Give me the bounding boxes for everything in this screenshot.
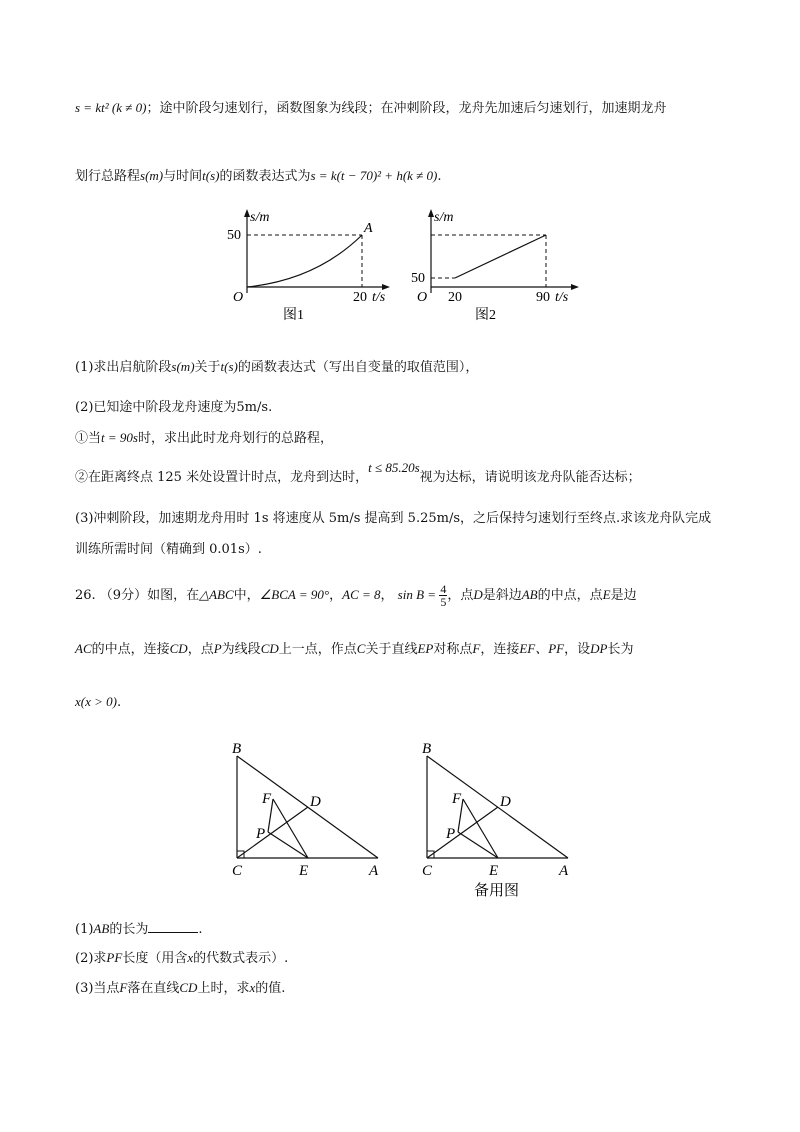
label-C: C: [232, 863, 243, 879]
p25-q3-line1: (3)冲刺阶段，加速期龙舟用时 1s 将速度从 5m/s 提高到 5.25m/s，之后保持匀速划行至终点.求该龙舟队完成: [75, 511, 712, 526]
triangle-figure-spare: [418, 735, 578, 900]
triangle-figure-main: [228, 735, 388, 880]
p25-q3-line2: 训练所需时间（精确到 0.01s）.: [75, 542, 262, 557]
spare-caption: 备用图: [474, 883, 520, 899]
p25-line1: s = kt² (k ≠ 0)；途中阶段匀速划行，函数图象为线段；在冲刺阶段，龙舟先加速后匀速划行，加速期龙舟: [75, 100, 667, 116]
sin-fraction: $\frac{4}{5}$: [440, 582, 447, 609]
fig1-origin: O: [233, 290, 244, 305]
fig1-caption: 图1: [283, 308, 304, 323]
label-B: B: [232, 741, 242, 757]
p26-line1: 26. （9分）如图，在△ABC中，∠BCA = 90°，AC = 8， sin B = $\frac{4}{5}$ ，点D是斜边AB的中点，点E是边: [75, 582, 637, 609]
fig2-x-arrow: [571, 284, 579, 290]
fig1-curve: [247, 235, 362, 287]
p25-line2: 划行总路程s(m)与时间t(s)的函数表达式为s = k(t − 70)² + h(k ≠ 0).: [75, 168, 442, 184]
figure-1: [226, 205, 396, 330]
fig2-y-tick: 50: [411, 271, 425, 286]
p26-q1: (1)AB的长为 .: [75, 921, 203, 937]
segment-CD: [237, 807, 308, 858]
label-P: P: [256, 826, 266, 842]
spare-label-D: D: [500, 794, 511, 810]
p25-q1: (1)求出启航阶段s(m)关于t(s)的函数表达式（写出自变量的取值范围），: [75, 359, 479, 375]
fig2-segment: [455, 235, 546, 278]
answer-blank[interactable]: [148, 921, 198, 933]
fig1-y-tick: 50: [227, 228, 241, 243]
p25-q2: (2)已知途中阶段龙舟速度为5m/s.: [75, 400, 273, 415]
p26-q3: (3)当点F落在直线CD上时，求x的值.: [75, 980, 286, 996]
spare-label-C: C: [422, 863, 433, 879]
fig2-origin: O: [417, 290, 428, 305]
label-F: F: [262, 791, 272, 807]
formula-sprint-phase: s = k(t − 70)² + h(k ≠ 0): [310, 168, 438, 183]
p25-q2-1: ①当t = 90s时，求出此时龙舟划行的总路程，: [75, 430, 333, 446]
spare-label-P: P: [446, 826, 456, 842]
spare-label-A: A: [559, 863, 569, 879]
spare-label-F: F: [452, 791, 462, 807]
label-A: A: [369, 863, 379, 879]
p26-line2: AC的中点，连接CD，点P为线段CD上一点，作点C关于直线EP对称点F，连接EF、PF，设DP长为: [75, 641, 634, 657]
fig2-x-label: t/s: [555, 290, 569, 305]
formula-start-phase: s = kt² (k ≠ 0): [75, 100, 147, 115]
figure-2: [410, 205, 590, 330]
spare-label-E: E: [489, 863, 499, 879]
p26-q2: (2)求PF长度（用含x的代数式表示）.: [75, 950, 289, 966]
fig2-x-tick-1: 20: [448, 290, 462, 305]
label-E: E: [299, 863, 309, 879]
fig2-x-tick-2: 90: [536, 290, 550, 305]
fig1-point-A: A: [364, 221, 373, 236]
p26-line3: x(x > 0).: [75, 694, 122, 710]
fig1-y-label: s/m: [250, 210, 270, 225]
fig2-caption: 图2: [475, 308, 496, 323]
p25-q2-2: ②在距离终点 125 米处设置计时点，龙舟到达时，t ≤ 85.20s视为达标，请说明该龙舟队能否达标；: [75, 460, 641, 485]
fig1-x-tick: 20: [353, 290, 367, 305]
segment-PE: [268, 832, 308, 858]
fig2-y-label: s/m: [434, 210, 454, 225]
label-D: D: [310, 794, 321, 810]
spare-label-B: B: [422, 741, 432, 757]
fig1-x-label: t/s: [372, 290, 386, 305]
